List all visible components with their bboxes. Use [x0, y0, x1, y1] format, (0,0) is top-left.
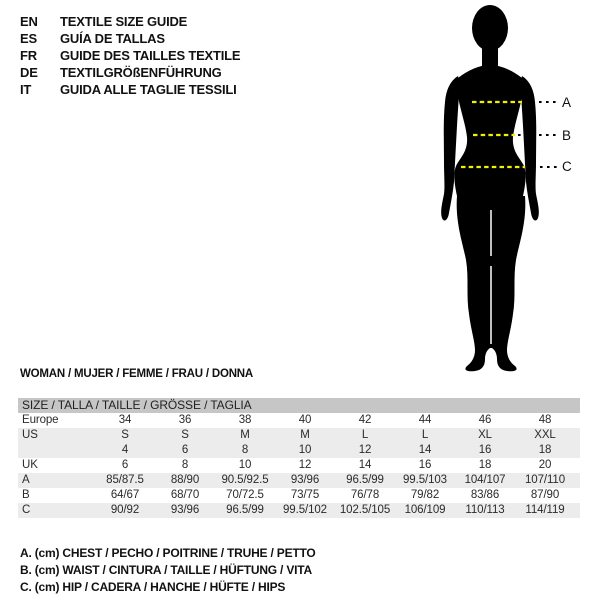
table-row-hip: [18, 503, 580, 518]
row-label: B: [22, 489, 30, 501]
language-code: FR: [20, 48, 37, 63]
table-cell: 106/109: [404, 504, 446, 516]
section-title: WOMAN / MUJER / FEMME / FRAU / DONNA: [20, 368, 254, 380]
table-cell: M: [300, 429, 310, 441]
table-cell: 6: [181, 444, 189, 456]
table-cell: 102.5/105: [339, 504, 391, 516]
table-cell: 10: [238, 459, 252, 471]
language-code: ES: [20, 31, 37, 46]
language-title: TEXTILE SIZE GUIDE: [60, 14, 188, 29]
woman-silhouette: [441, 5, 539, 371]
table-row-uk: [18, 458, 580, 473]
table-cell: 10: [298, 444, 312, 456]
table-cell: L: [361, 429, 369, 441]
table-cell: 44: [418, 414, 432, 426]
woman-silhouette-diagram: [430, 4, 600, 374]
legend-hip: C. (cm) HIP / CADERA / HANCHE / HÜFTE / HIPS: [20, 580, 286, 594]
table-cell: 46: [478, 414, 492, 426]
table-cell: 107/110: [524, 474, 566, 486]
table-cell: 73/75: [290, 489, 320, 501]
table-row-us: [18, 428, 580, 443]
table-row-chest: [18, 473, 580, 488]
table-cell: XXL: [534, 429, 556, 441]
table-cell: 68/70: [170, 489, 200, 501]
table-cell: 36: [178, 414, 192, 426]
table-cell: 96.5/99: [346, 474, 384, 486]
table-cell: S: [121, 429, 129, 441]
table-cell: 18: [478, 459, 492, 471]
language-title-list: [20, 13, 240, 98]
table-cell: 42: [358, 414, 372, 426]
language-row-it: [20, 81, 240, 98]
size-table: [18, 398, 580, 518]
table-cell: 40: [298, 414, 312, 426]
table-cell: 14: [418, 444, 432, 456]
table-cell: XL: [478, 429, 492, 441]
language-title: GUIDE DES TAILLES TEXTILE: [60, 48, 241, 63]
table-cell: 114/119: [525, 504, 565, 516]
table-cell: 20: [538, 459, 552, 471]
table-cell: 70/72.5: [226, 489, 264, 501]
table-cell: 6: [121, 459, 129, 471]
legend-chest: A. (cm) CHEST / PECHO / POITRINE / TRUHE / PETTO: [20, 546, 316, 560]
table-cell: 8: [181, 459, 189, 471]
language-title: GUIDA ALLE TAGLIE TESSILI: [60, 82, 237, 97]
table-row-us-numeric: [18, 443, 580, 458]
table-row-europe: [18, 413, 580, 428]
table-cell: 12: [358, 444, 372, 456]
table-cell: 34: [118, 414, 132, 426]
table-cell: 48: [538, 414, 552, 426]
language-code: EN: [20, 14, 38, 29]
measure-label-a: A: [562, 95, 572, 110]
measure-label-b: B: [562, 128, 572, 143]
table-cell: L: [421, 429, 429, 441]
table-cell: 88/90: [170, 474, 200, 486]
table-cell: S: [181, 429, 189, 441]
table-cell: 85/87.5: [106, 474, 144, 486]
table-cell: 83/86: [470, 489, 500, 501]
row-label: [18, 443, 95, 458]
table-cell: 104/107: [464, 474, 506, 486]
table-cell: 110/113: [465, 504, 505, 516]
table-cell: 14: [358, 459, 372, 471]
table-cell: 18: [538, 444, 552, 456]
measure-label-c: C: [562, 159, 572, 174]
table-cell: 4: [121, 444, 129, 456]
language-title: TEXTILGRÖßENFÜHRUNG: [60, 65, 222, 80]
table-cell: 96.5/99: [226, 504, 264, 516]
language-row-de: [20, 64, 240, 81]
table-cell: 90/92: [110, 504, 140, 516]
table-cell: 64/67: [110, 489, 140, 501]
language-code: IT: [20, 82, 32, 97]
language-row-fr: [20, 47, 240, 64]
row-label: C: [22, 504, 31, 516]
table-cell: 93/96: [170, 504, 200, 516]
language-code: DE: [20, 65, 38, 80]
language-row-es: [20, 30, 240, 47]
table-cell: 8: [241, 444, 249, 456]
table-cell: M: [240, 429, 250, 441]
table-cell: 87/90: [530, 489, 560, 501]
table-cell: 90.5/92.5: [221, 474, 269, 486]
row-label: US: [22, 429, 38, 441]
size-table-header: SIZE / TALLA / TAILLE / GRÖSSE / TAGLIA: [18, 398, 580, 413]
row-label: UK: [22, 459, 38, 471]
table-row-waist: [18, 488, 580, 503]
table-cell: 38: [238, 414, 252, 426]
legend-waist: B. (cm) WAIST / CINTURA / TAILLE / HÜFTUNG / VITA: [20, 563, 312, 577]
language-row-en: [20, 13, 240, 30]
table-cell: 99.5/103: [403, 474, 447, 486]
table-cell: 93/96: [290, 474, 320, 486]
row-label: A: [22, 474, 30, 486]
language-title: GUÍA DE TALLAS: [60, 31, 165, 46]
table-cell: 99.5/102: [283, 504, 327, 516]
table-cell: 12: [298, 459, 312, 471]
table-cell: 79/82: [410, 489, 440, 501]
table-cell: 16: [418, 459, 432, 471]
table-cell: 16: [478, 444, 492, 456]
row-label: Europe: [22, 414, 59, 426]
measurement-legend: [20, 545, 316, 596]
table-cell: 76/78: [350, 489, 380, 501]
